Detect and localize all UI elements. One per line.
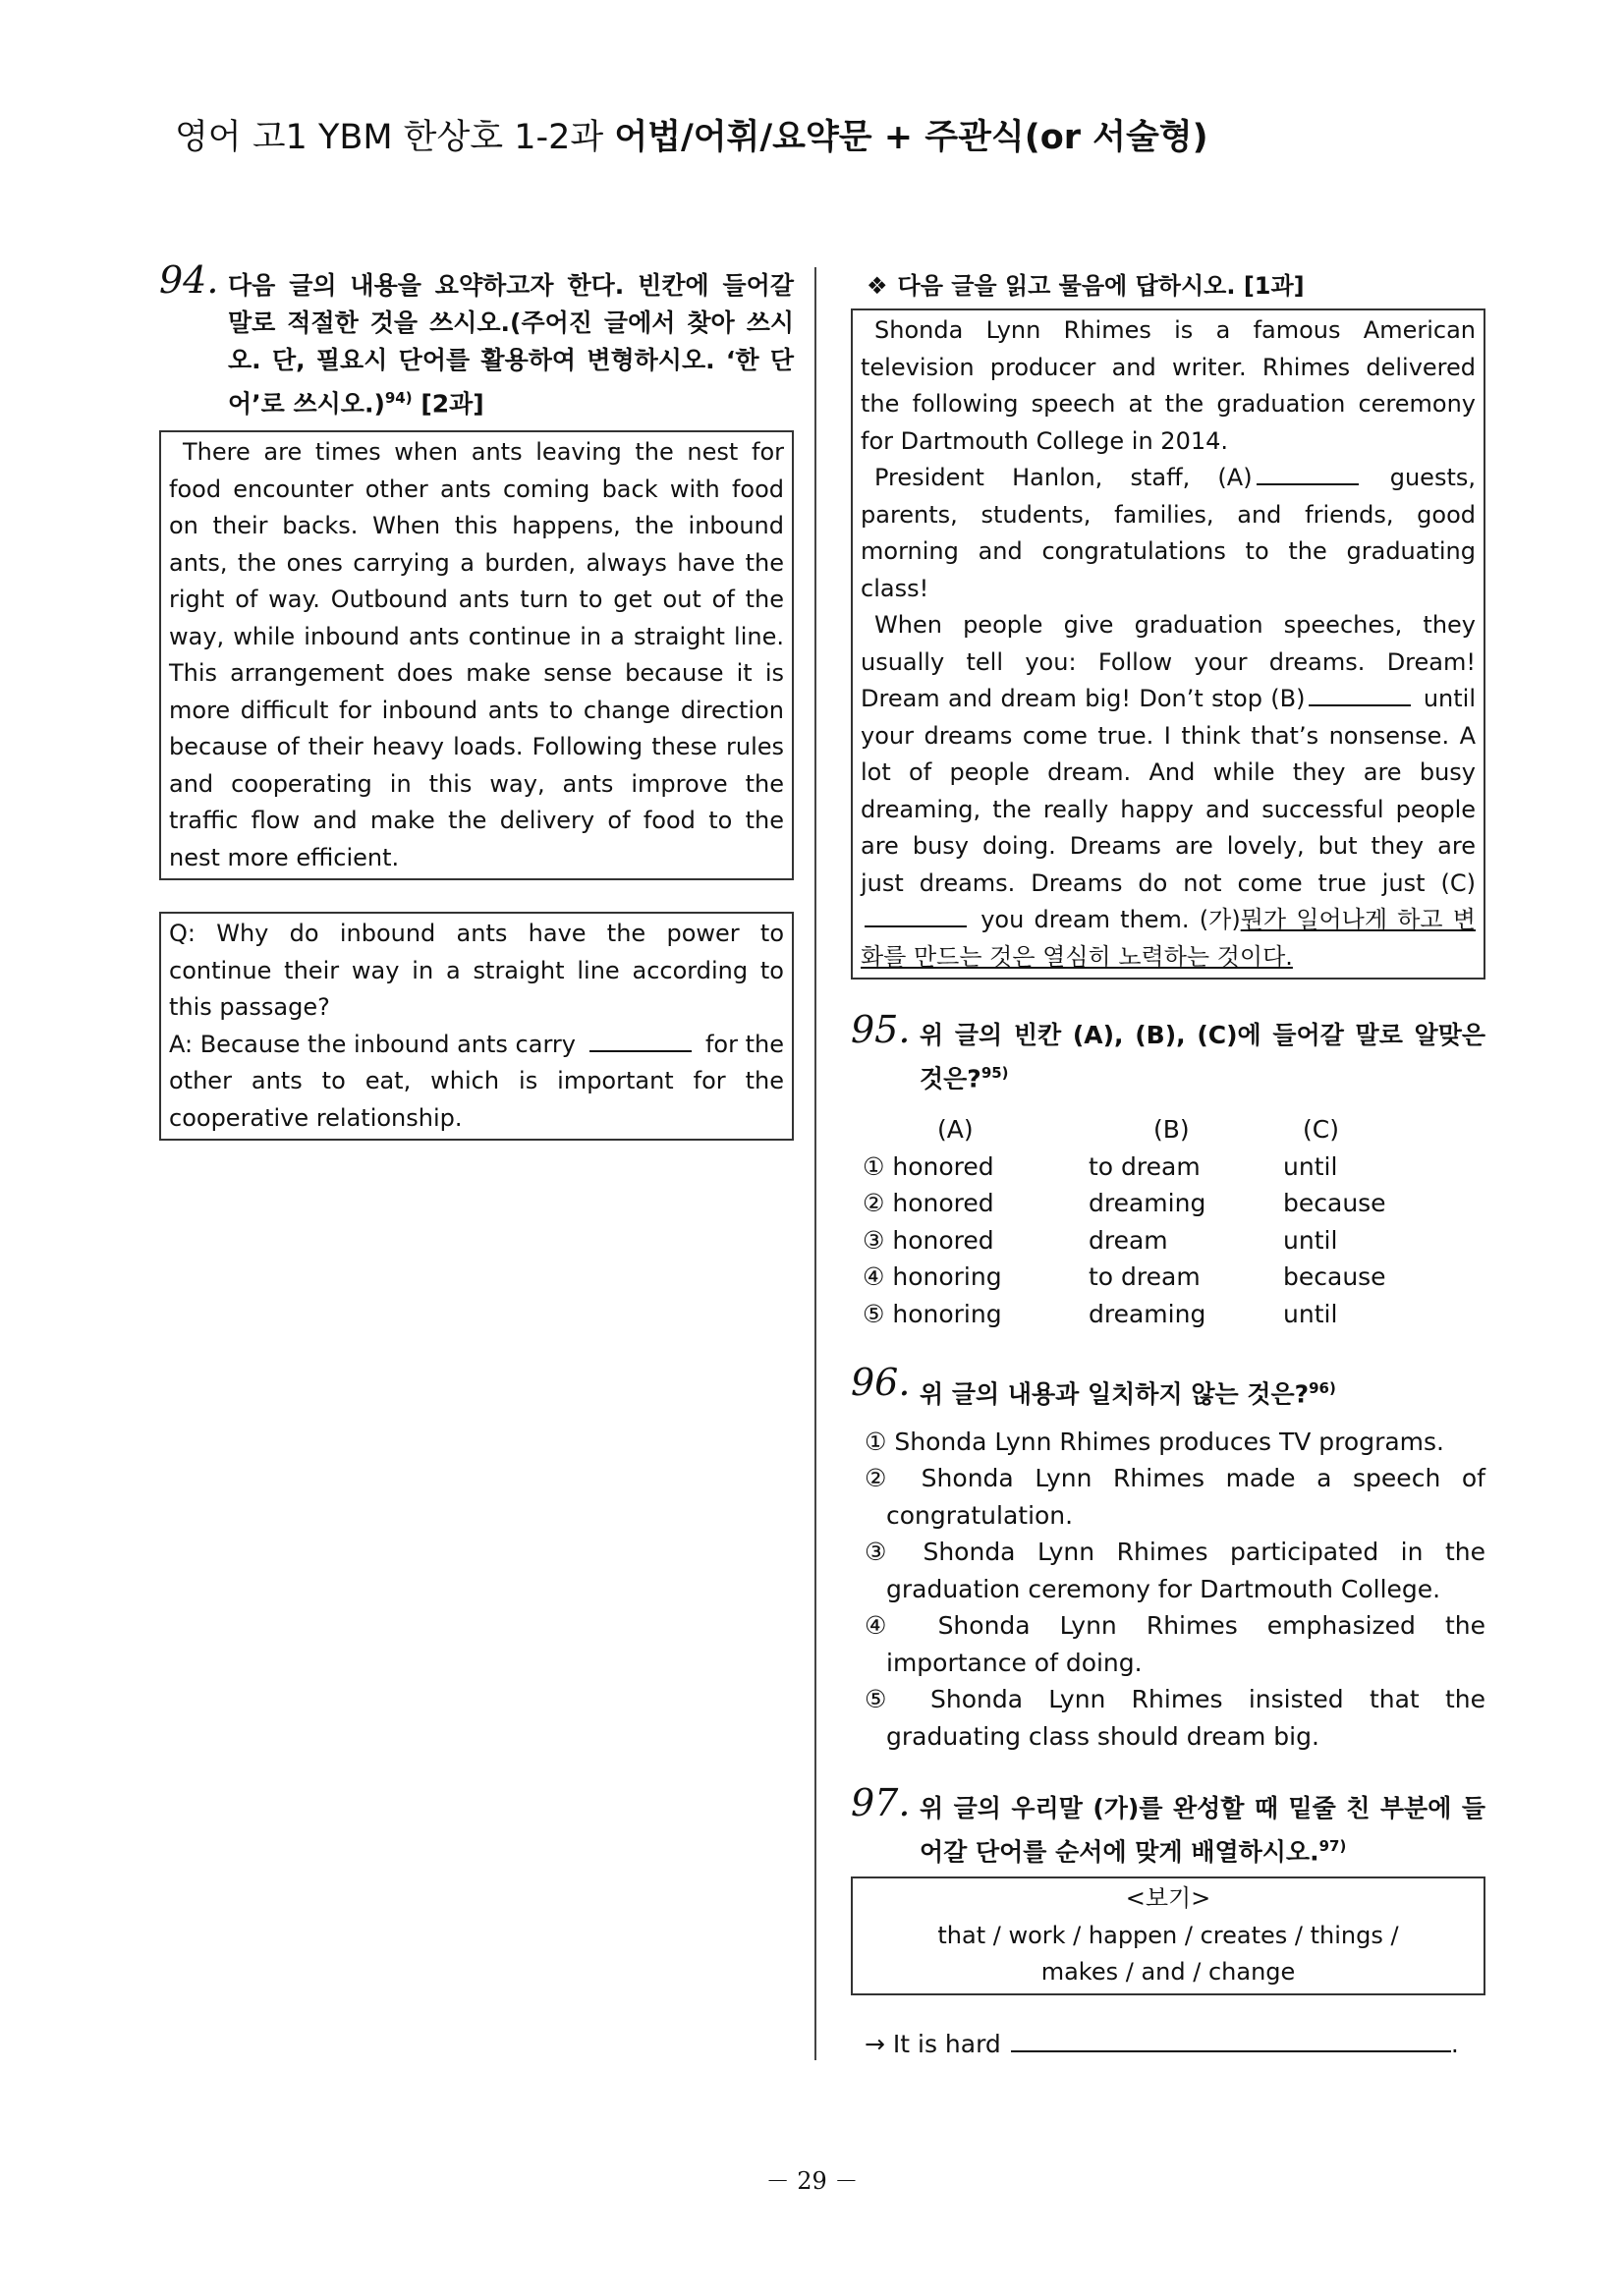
choice-option[interactable]: ④ Shonda Lynn Rhimes emphasized the importance of doing. <box>865 1611 1485 1677</box>
bogi-box <box>851 1876 1485 1995</box>
left-column <box>159 258 794 1141</box>
question-number: 94. <box>159 258 219 302</box>
question-text: 다음 글의 내용을 요약하고자 한다. 빈칸에 들어갈 말로 적절한 것을 쓰시오.(주어진 글에서 찾아 쓰시오. 단, 필요시 단어를 활용하여 변형하시오. ‘한 단어’로 쓰시오.)$^{94)}$ [2과] <box>228 271 794 419</box>
speech-para-2: President Hanlon, staff, (A) guests, parents, students, families, and friends, good morning and congratulations to the graduating class! <box>861 464 1476 602</box>
directions: ❖ 다음 글을 읽고 물음에 답하시오. [1과] <box>867 272 1305 300</box>
underlined-korean: 뭔가 일어나게 하고 변화를 만드는 것은 열심히 노력하는 것이다. <box>861 906 1476 971</box>
choice-option[interactable]: ② honored dreaming because <box>863 1189 1386 1218</box>
question-number: 96. <box>851 1361 911 1405</box>
question-96 <box>851 1361 1485 1413</box>
qa-answer: A: Because the inbound ants carry for the other ants to eat, which is important for the cooperative relationship. <box>169 1030 784 1132</box>
bogi-words-2: makes / and / change <box>1040 1958 1296 1987</box>
header-title-bold: 어법/어휘/요약문 + 주관식(or 서술형) <box>614 118 1208 157</box>
question-number: 97. <box>851 1781 911 1825</box>
answer-blank[interactable] <box>589 1050 692 1052</box>
choice-option[interactable]: ⑤ Shonda Lynn Rhimes insisted that the graduating class should dream big. <box>865 1685 1485 1751</box>
answer-blank[interactable] <box>1011 2027 1451 2052</box>
question-text: 위 글의 빈칸 (A), (B), (C)에 들어갈 말로 알맞은 것은?$^{95)}$ <box>920 1021 1485 1093</box>
choice-option[interactable]: ① honored to dream until <box>863 1151 1338 1181</box>
qa-box <box>159 912 794 1141</box>
choice-option[interactable]: ① Shonda Lynn Rhimes produces TV programs. <box>865 1427 1444 1456</box>
page-number: － 29 － <box>765 2167 859 2195</box>
passage-box-speech <box>851 308 1485 980</box>
choices-95 <box>851 1111 1485 1332</box>
blank-c[interactable] <box>865 925 967 927</box>
right-column <box>851 267 1485 2058</box>
answer-line-97: → It is hard . <box>851 2027 1485 2058</box>
question-94 <box>159 258 794 422</box>
choice-option[interactable]: ③ honored dream until <box>863 1225 1338 1255</box>
column-divider <box>814 267 816 2060</box>
choice-option[interactable]: ④ honoring to dream because <box>863 1262 1386 1292</box>
question-95 <box>851 1008 1485 1097</box>
passage-text: There are times when ants leaving the nest for food encounter other ants coming back with food on their backs. When this happens, the inbound ants, the ones carrying a burden, always have the right of way. Outbound ants turn to get out of the way, while inbound ants continue in a straight line. This arrangement does make sense because it is more difficult for inbound ants to change direction because of their heavy loads. Following these rules and cooperating in this way, ants improve the traffic flow and make the delivery of food to the nest more efficient. <box>169 438 784 871</box>
choice-option[interactable]: ③ Shonda Lynn Rhimes participated in the graduation ceremony for Dartmouth College. <box>865 1538 1485 1603</box>
passage-box-ants <box>159 430 794 880</box>
bogi-words-1: that / work / happen / creates / things / <box>937 1921 1399 1949</box>
choice-option[interactable]: ⑤ honoring dreaming until <box>863 1299 1338 1328</box>
choices-96 <box>851 1424 1485 1756</box>
speech-para-1: Shonda Lynn Rhimes is a famous American television producer and writer. Rhimes delivered the following speech at the graduation ceremony for Dartmouth College in 2014. <box>861 316 1476 455</box>
header-title-plain: 영어 고1 YBM 한상호 1-2과 <box>175 118 615 157</box>
question-text: 위 글의 내용과 일치하지 않는 것은?$^{96)}$ <box>920 1379 1336 1409</box>
bogi-title: <보기> <box>1125 1884 1211 1913</box>
blank-b[interactable] <box>1309 704 1411 706</box>
blank-a[interactable] <box>1257 483 1359 485</box>
question-number: 95. <box>851 1008 911 1051</box>
question-97 <box>851 1781 1485 1871</box>
choices-header: (A) (B) (C) <box>937 1115 1339 1145</box>
diamond-icon: ❖ <box>867 272 888 300</box>
speech-para-3: When people give graduation speeches, they usually tell you: Follow your dreams. Dream! Dream and dream big! Don’t stop (B) until your dreams come true. I think that’s nonsense. A lot of people dream. And while they are busy dreaming, the really happy and successful people are busy doing. Dreams are lovely, but they are just dreams. Dreams do not come true just (C) you dream them. (가)뭔가 일어나게 하고 변화를 만드는 것은 열심히 노력하는 것이다. <box>861 611 1476 971</box>
page-header <box>175 110 1208 159</box>
qa-question: Q: Why do inbound ants have the power to continue their way in a straight line according to this passage? <box>169 920 784 1022</box>
question-text: 위 글의 우리말 (가)를 완성할 때 밑줄 친 부분에 들어갈 단어를 순서에 맞게 배열하시오.$^{97)}$ <box>920 1794 1485 1867</box>
choice-option[interactable]: ② Shonda Lynn Rhimes made a speech of congratulation. <box>865 1464 1485 1530</box>
